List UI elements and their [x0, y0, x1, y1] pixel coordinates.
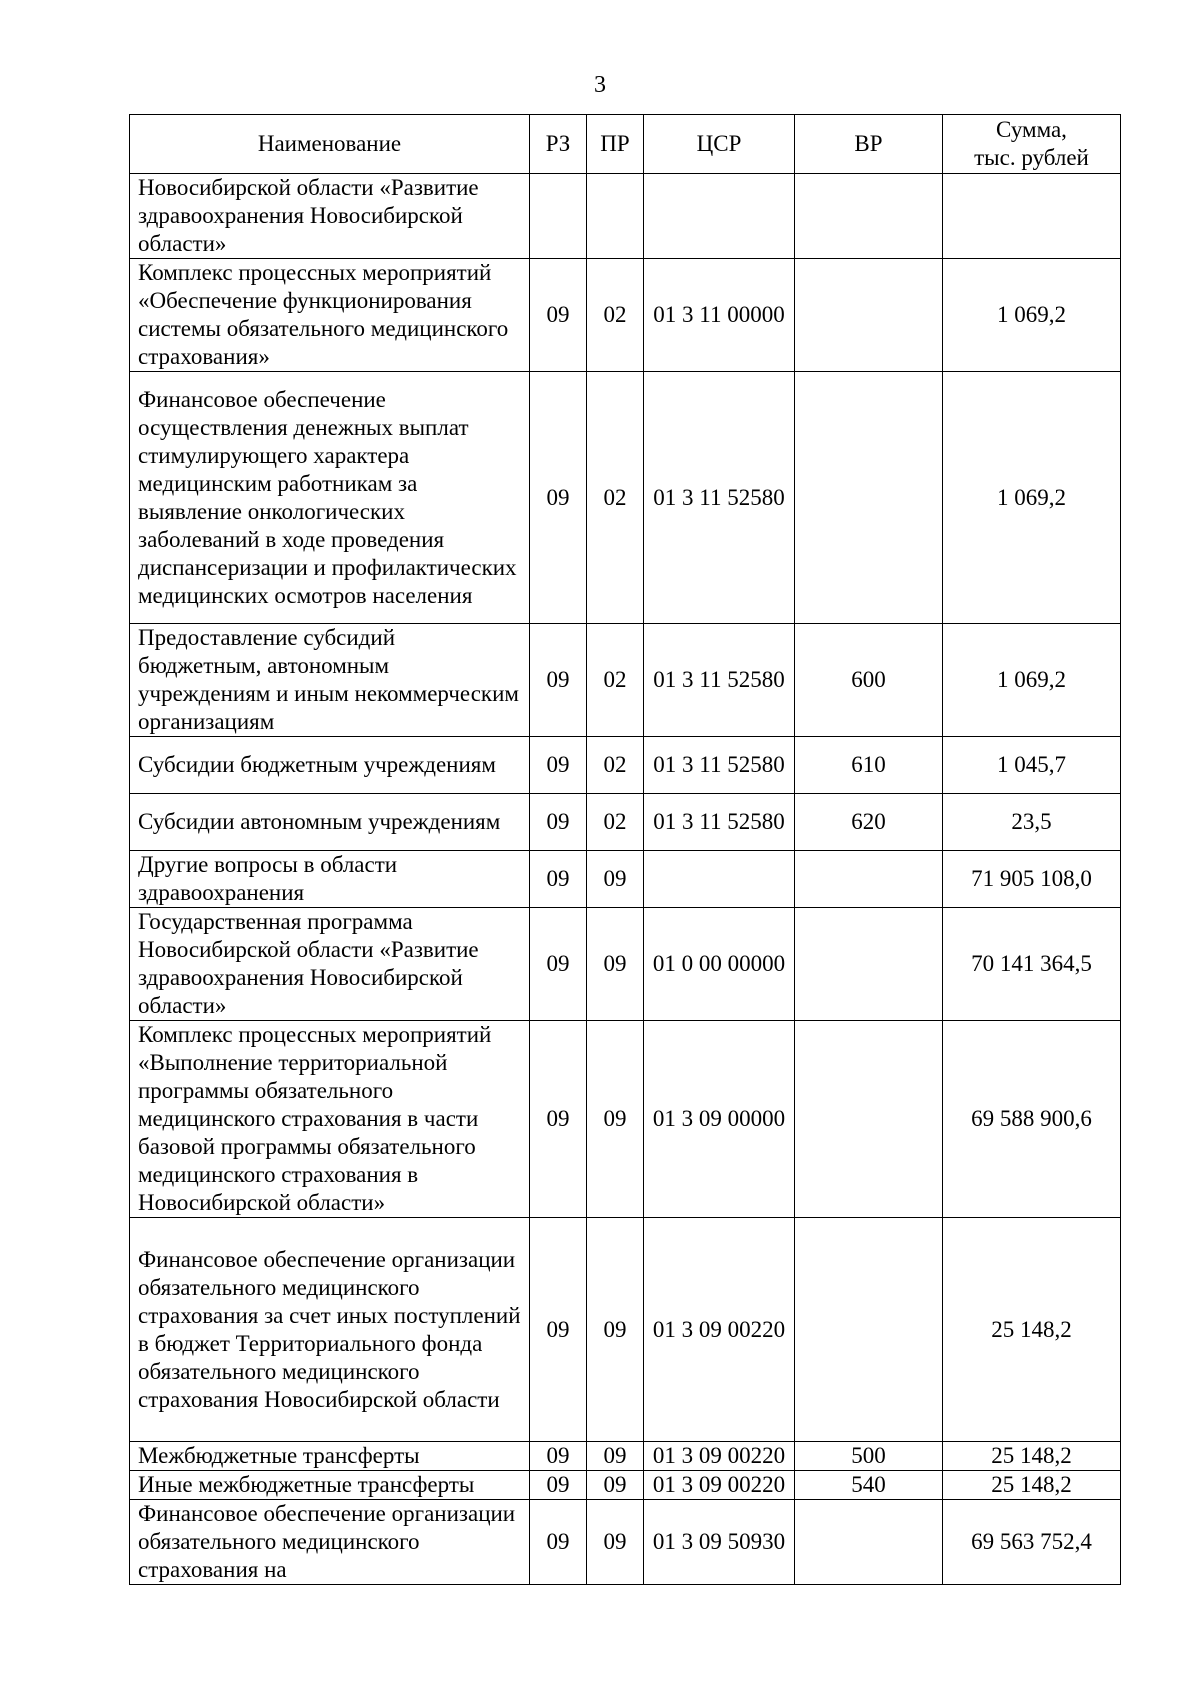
cell-name: Другие вопросы в области здравоохранения [130, 851, 530, 908]
cell-csr [644, 174, 795, 259]
cell-rz: 09 [530, 851, 587, 908]
table-row [130, 174, 1121, 259]
header-sum-line2: тыс. рублей [974, 145, 1089, 170]
cell-pr: 02 [587, 624, 644, 737]
cell-name: Субсидии автономным учреждениям [130, 794, 530, 851]
cell-vr [795, 1500, 943, 1585]
cell-name: Государственная программа Новосибирской области «Развитие здравоохранения Новосибирской области» [130, 908, 530, 1021]
cell-name: Финансовое обеспечение осуществления денежных выплат стимулирующего характера медицинским работникам за выявление онкологических заболеваний в ходе проведения диспансеризации и профилактических медицинских осмотров населения [130, 372, 530, 624]
cell-csr: 01 3 11 52580 [644, 737, 795, 794]
cell-name: Комплекс процессных мероприятий «Выполнение территориальной программы обязательного медицинского страхования в части базовой программы обязательного медицинского страхования в Новосибирской области» [130, 1021, 530, 1218]
cell-rz [530, 174, 587, 259]
cell-rz: 09 [530, 1500, 587, 1585]
cell-sum: 25 148,2 [943, 1442, 1121, 1471]
cell-rz: 09 [530, 259, 587, 372]
cell-pr: 02 [587, 372, 644, 624]
cell-sum: 69 588 900,6 [943, 1021, 1121, 1218]
cell-sum: 1 069,2 [943, 259, 1121, 372]
table-row [130, 908, 1121, 1021]
cell-vr [795, 851, 943, 908]
cell-vr: 600 [795, 624, 943, 737]
header-rz: РЗ [530, 115, 587, 174]
table-header [130, 115, 1121, 174]
table-row [130, 1218, 1121, 1442]
cell-vr [795, 1218, 943, 1442]
table-row [130, 372, 1121, 624]
cell-name: Финансовое обеспечение организации обязательного медицинского страхования за счет иных поступлений в бюджет Территориального фонда обязательного медицинского страхования Новосибирской области [130, 1218, 530, 1442]
cell-sum: 25 148,2 [943, 1471, 1121, 1500]
table-row [130, 1021, 1121, 1218]
cell-pr: 02 [587, 794, 644, 851]
cell-csr: 01 3 09 00220 [644, 1442, 795, 1471]
cell-vr [795, 372, 943, 624]
cell-sum: 1 069,2 [943, 372, 1121, 624]
cell-rz: 09 [530, 794, 587, 851]
cell-pr: 02 [587, 737, 644, 794]
header-name: Наименование [130, 115, 530, 174]
cell-sum [943, 174, 1121, 259]
cell-vr [795, 908, 943, 1021]
table-row [130, 1442, 1121, 1471]
cell-csr: 01 3 09 00220 [644, 1471, 795, 1500]
header-sum [943, 115, 1121, 174]
cell-name: Межбюджетные трансферты [130, 1442, 530, 1471]
cell-name: Иные межбюджетные трансферты [130, 1471, 530, 1500]
cell-rz: 09 [530, 1218, 587, 1442]
cell-rz: 09 [530, 737, 587, 794]
cell-name: Новосибирской области «Развитие здравоохранения Новосибирской области» [130, 174, 530, 259]
cell-sum: 69 563 752,4 [943, 1500, 1121, 1585]
table-row [130, 794, 1121, 851]
cell-pr: 09 [587, 908, 644, 1021]
table-row [130, 259, 1121, 372]
cell-rz: 09 [530, 1442, 587, 1471]
cell-vr: 610 [795, 737, 943, 794]
cell-vr [795, 174, 943, 259]
cell-sum: 1 069,2 [943, 624, 1121, 737]
cell-vr [795, 1021, 943, 1218]
cell-vr: 620 [795, 794, 943, 851]
header-csr: ЦСР [644, 115, 795, 174]
cell-pr: 09 [587, 1021, 644, 1218]
cell-csr [644, 851, 795, 908]
cell-name: Субсидии бюджетным учреждениям [130, 737, 530, 794]
cell-rz: 09 [530, 1021, 587, 1218]
header-pr: ПР [587, 115, 644, 174]
cell-csr: 01 3 11 52580 [644, 794, 795, 851]
budget-table [129, 114, 1121, 1585]
page-number: 3 [594, 72, 606, 98]
cell-vr [795, 259, 943, 372]
cell-pr: 09 [587, 851, 644, 908]
table-row [130, 1500, 1121, 1585]
cell-rz: 09 [530, 908, 587, 1021]
cell-sum: 23,5 [943, 794, 1121, 851]
header-sum-line1: Сумма, [996, 117, 1067, 142]
cell-pr: 09 [587, 1500, 644, 1585]
cell-pr [587, 174, 644, 259]
table-row [130, 851, 1121, 908]
cell-sum: 25 148,2 [943, 1218, 1121, 1442]
cell-rz: 09 [530, 372, 587, 624]
table-body [130, 174, 1121, 1585]
cell-pr: 02 [587, 259, 644, 372]
header-vr: ВР [795, 115, 943, 174]
cell-pr: 09 [587, 1218, 644, 1442]
cell-sum: 70 141 364,5 [943, 908, 1121, 1021]
cell-sum: 71 905 108,0 [943, 851, 1121, 908]
cell-name: Предоставление субсидий бюджетным, автономным учреждениям и иным некоммерческим организациям [130, 624, 530, 737]
cell-name: Финансовое обеспечение организации обязательного медицинского страхования на [130, 1500, 530, 1585]
cell-rz: 09 [530, 1471, 587, 1500]
cell-csr: 01 3 11 52580 [644, 624, 795, 737]
table-row [130, 624, 1121, 737]
cell-csr: 01 3 09 00220 [644, 1218, 795, 1442]
cell-csr: 01 0 00 00000 [644, 908, 795, 1021]
cell-csr: 01 3 09 00000 [644, 1021, 795, 1218]
cell-csr: 01 3 09 50930 [644, 1500, 795, 1585]
cell-name: Комплекс процессных мероприятий «Обеспечение функционирования системы обязательного медицинского страхования» [130, 259, 530, 372]
table-row [130, 737, 1121, 794]
cell-csr: 01 3 11 00000 [644, 259, 795, 372]
cell-sum: 1 045,7 [943, 737, 1121, 794]
header-row [130, 115, 1121, 174]
cell-vr: 500 [795, 1442, 943, 1471]
table-row [130, 1471, 1121, 1500]
cell-csr: 01 3 11 52580 [644, 372, 795, 624]
cell-vr: 540 [795, 1471, 943, 1500]
cell-pr: 09 [587, 1442, 644, 1471]
cell-pr: 09 [587, 1471, 644, 1500]
cell-rz: 09 [530, 624, 587, 737]
